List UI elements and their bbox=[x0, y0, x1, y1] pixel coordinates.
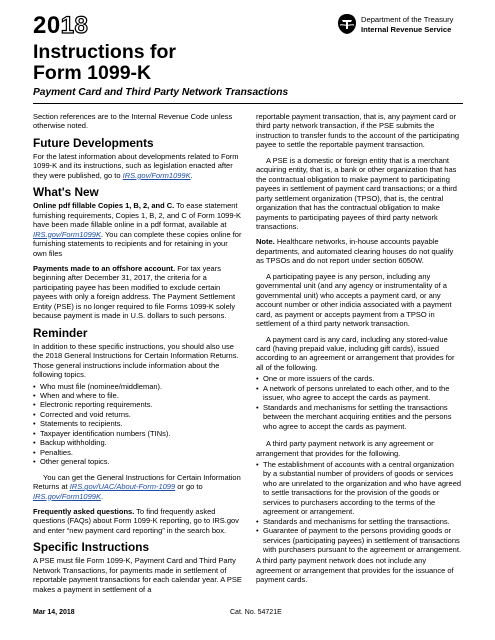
page-subtitle: Payment Card and Third Party Network Transactions bbox=[33, 87, 289, 98]
list-item: • When and where to file. bbox=[33, 391, 243, 400]
fillable-end: . You can complete these copies online for furnishing statements to recipients and for retaining in your own files bbox=[33, 229, 242, 258]
list-item: • One or more issuers of the cards. bbox=[256, 374, 463, 383]
title-line-2: Form 1099-K bbox=[33, 62, 152, 84]
fillable-runin: Online pdf fillable Copies 1, B, 2, and C. bbox=[33, 201, 175, 211]
offshore-runin: Payments made to an offshore account. bbox=[33, 263, 176, 273]
list-item: • Taxpayer identification numbers (TINs). bbox=[33, 429, 243, 438]
specific-instructions-text: A PSE must file Form 1099-K, Payment Card and Third Party Network Transactions, for payments made in settlement of reportable payment transactions for each calendar year. A PSE makes a payment in settlement of a bbox=[33, 556, 242, 594]
agency-line-2: Internal Revenue Service bbox=[361, 24, 452, 34]
list-item: • Statements to recipients. bbox=[33, 419, 243, 428]
reminder-text: In addition to these specific instructions, you should also use the 2018 General Instructions for Certain Information Returns. Those general instructions include information about the following topics. bbox=[33, 341, 239, 380]
list-item: • Standards and mechanisms for settling the transactions. bbox=[256, 517, 463, 526]
form-year bbox=[33, 14, 88, 38]
future-developments-heading: Future Developments bbox=[33, 135, 154, 150]
network-exclusion-paragraph: A third party payment network does not include any agreement or arrangement that provides for the issuance of payment cards. bbox=[256, 556, 454, 585]
header-rule bbox=[33, 103, 463, 104]
list-item: • Who must file (nominee/middleman). bbox=[33, 382, 243, 391]
general-instructions-paragraph bbox=[33, 473, 243, 501]
note-runin: Note. bbox=[256, 237, 275, 247]
list-item: • Electronic reporting requirements. bbox=[33, 400, 243, 409]
general-link-1[interactable]: IRS.gov/UAC/About-Form-1099 bbox=[69, 482, 176, 492]
fillable-text: To ease statement furnishing requirements, Copies 1, B, 2, and C of Form 1099-K have been made fillable online in a pdf format, available at bbox=[33, 201, 242, 230]
pse-definition-paragraph: A PSE is a domestic or foreign entity that is a merchant acquiring entity, that is, a bank or other organization that has the contractual obligation to make payment to participating payees in settlement of payment card transactions; or a third party settlement organization (TPSO), that is, the central organization that has the contractual obligation to make payments to participating payees of third party network transactions. bbox=[256, 155, 457, 231]
offshore-text: For tax years beginning after December 31, 2017, the criteria for a participating payee has been modified to exclude certain payees with only a foreign address. The Payment Settlement Entity (PSE) is no longer required to file Forms 1099-K solely because payment is made in U.S. dollars to such persons. bbox=[33, 263, 236, 321]
payment-card-paragraph: A payment card is any card, including any stored-value card (having prepaid value, including gift cards), issued according to an agreement or arrangement that provides for all of the following. bbox=[256, 334, 455, 372]
reminder-topics-list bbox=[33, 382, 243, 467]
whats-new-heading: What's New bbox=[33, 185, 99, 200]
third-party-network-list bbox=[256, 460, 463, 555]
general-end: . bbox=[100, 491, 104, 501]
page-title bbox=[33, 42, 176, 84]
right-column bbox=[256, 112, 463, 591]
reminder-heading: Reminder bbox=[33, 325, 88, 340]
future-link[interactable]: IRS.gov/Form1099K bbox=[122, 170, 191, 180]
future-text: For the latest information about developments related to Form 1099-K and its instructions, such as legislation enacted after they were published, go to bbox=[33, 151, 239, 180]
fillable-link[interactable]: IRS.gov/Form1099K bbox=[33, 229, 101, 239]
participating-payee-paragraph: A participating payee is any person, including any governmental unit (and any agency or instrumentality of a governmental unit) who accepts a payment card, or any account number or other indicia associated with a payment card, as payment or accepts payment from a TPSO in settlement of a third party network transaction. bbox=[256, 271, 452, 329]
agency-line-1: Department of the Treasury bbox=[361, 15, 454, 24]
list-item: • A network of persons unrelated to each other, and to the issuer, who agree to accept the cards as payment. bbox=[256, 384, 463, 403]
list-item: • Backup withholding. bbox=[33, 438, 243, 447]
faq-runin: Frequently asked questions. bbox=[33, 506, 135, 516]
irs-eagle-logo-icon bbox=[337, 13, 357, 35]
general-link-2[interactable]: IRS.gov/Form1099K bbox=[33, 491, 101, 501]
list-item: • Penalties. bbox=[33, 448, 243, 457]
year-outline: 18 bbox=[60, 12, 89, 39]
future-developments-text bbox=[33, 152, 243, 180]
specific-instructions-heading: Specific Instructions bbox=[33, 540, 150, 555]
general-mid: or go to bbox=[175, 482, 203, 492]
title-line-1: Instructions for bbox=[33, 41, 177, 63]
footer-catalog-number: Cat. No. 54721E bbox=[230, 609, 282, 616]
faq-paragraph bbox=[33, 507, 243, 535]
left-column bbox=[33, 112, 243, 600]
fillable-copies-paragraph bbox=[33, 201, 243, 258]
future-end: . bbox=[190, 170, 193, 180]
list-item: • Other general topics. bbox=[33, 457, 243, 466]
list-item: • Standards and mechanisms for settling the transactions between the merchant acquiring entities and the persons who agree to accept the cards as payment. bbox=[256, 403, 463, 431]
intro-paragraph: Section references are to the Internal Revenue Code unless otherwise noted. bbox=[33, 112, 233, 131]
payment-card-list bbox=[256, 374, 463, 431]
faq-text: To find frequently asked questions (FAQs) about Form 1099-K reporting, go to IRS.gov and enter “new payment card reporting” in the search box. bbox=[33, 506, 239, 535]
third-party-network-paragraph: A third party payment network is any agreement or arrangement that provides for the following. bbox=[256, 439, 434, 458]
note-text: Healthcare networks, in-house accounts payable departments, and automated clearing houses do not qualify as TPSOs and do not report under section 6050W. bbox=[256, 237, 454, 266]
year-plain: 20 bbox=[33, 12, 61, 39]
offshore-paragraph bbox=[33, 264, 243, 321]
general-text: You can get the General Instructions for Certain Information Returns at bbox=[33, 472, 241, 492]
note-paragraph bbox=[256, 237, 463, 265]
list-item: • Corrected and void returns. bbox=[33, 410, 243, 419]
agency-name bbox=[361, 15, 453, 34]
pse-settlement-paragraph: reportable payment transaction, that is, any payment card or third party network transaction, if the PSE submits the instruction to transfer funds to the account of the participating payee to settle the reportable payment transaction. bbox=[256, 112, 460, 150]
list-item: • The establishment of accounts with a central organization by a substantial number of providers of goods or services who are unrelated to the organization and who have agreed to settle transactions for the provision of the goods or services to purchasers according to the terms of the agreement or arrangement. bbox=[256, 460, 463, 517]
list-item: • Guarantee of payment to the persons providing goods or services (participating payees) in settlement of transactions with purchasers pursuant to the agreement or arrangement. bbox=[256, 526, 463, 554]
footer-date: Mar 14, 2018 bbox=[33, 609, 75, 616]
